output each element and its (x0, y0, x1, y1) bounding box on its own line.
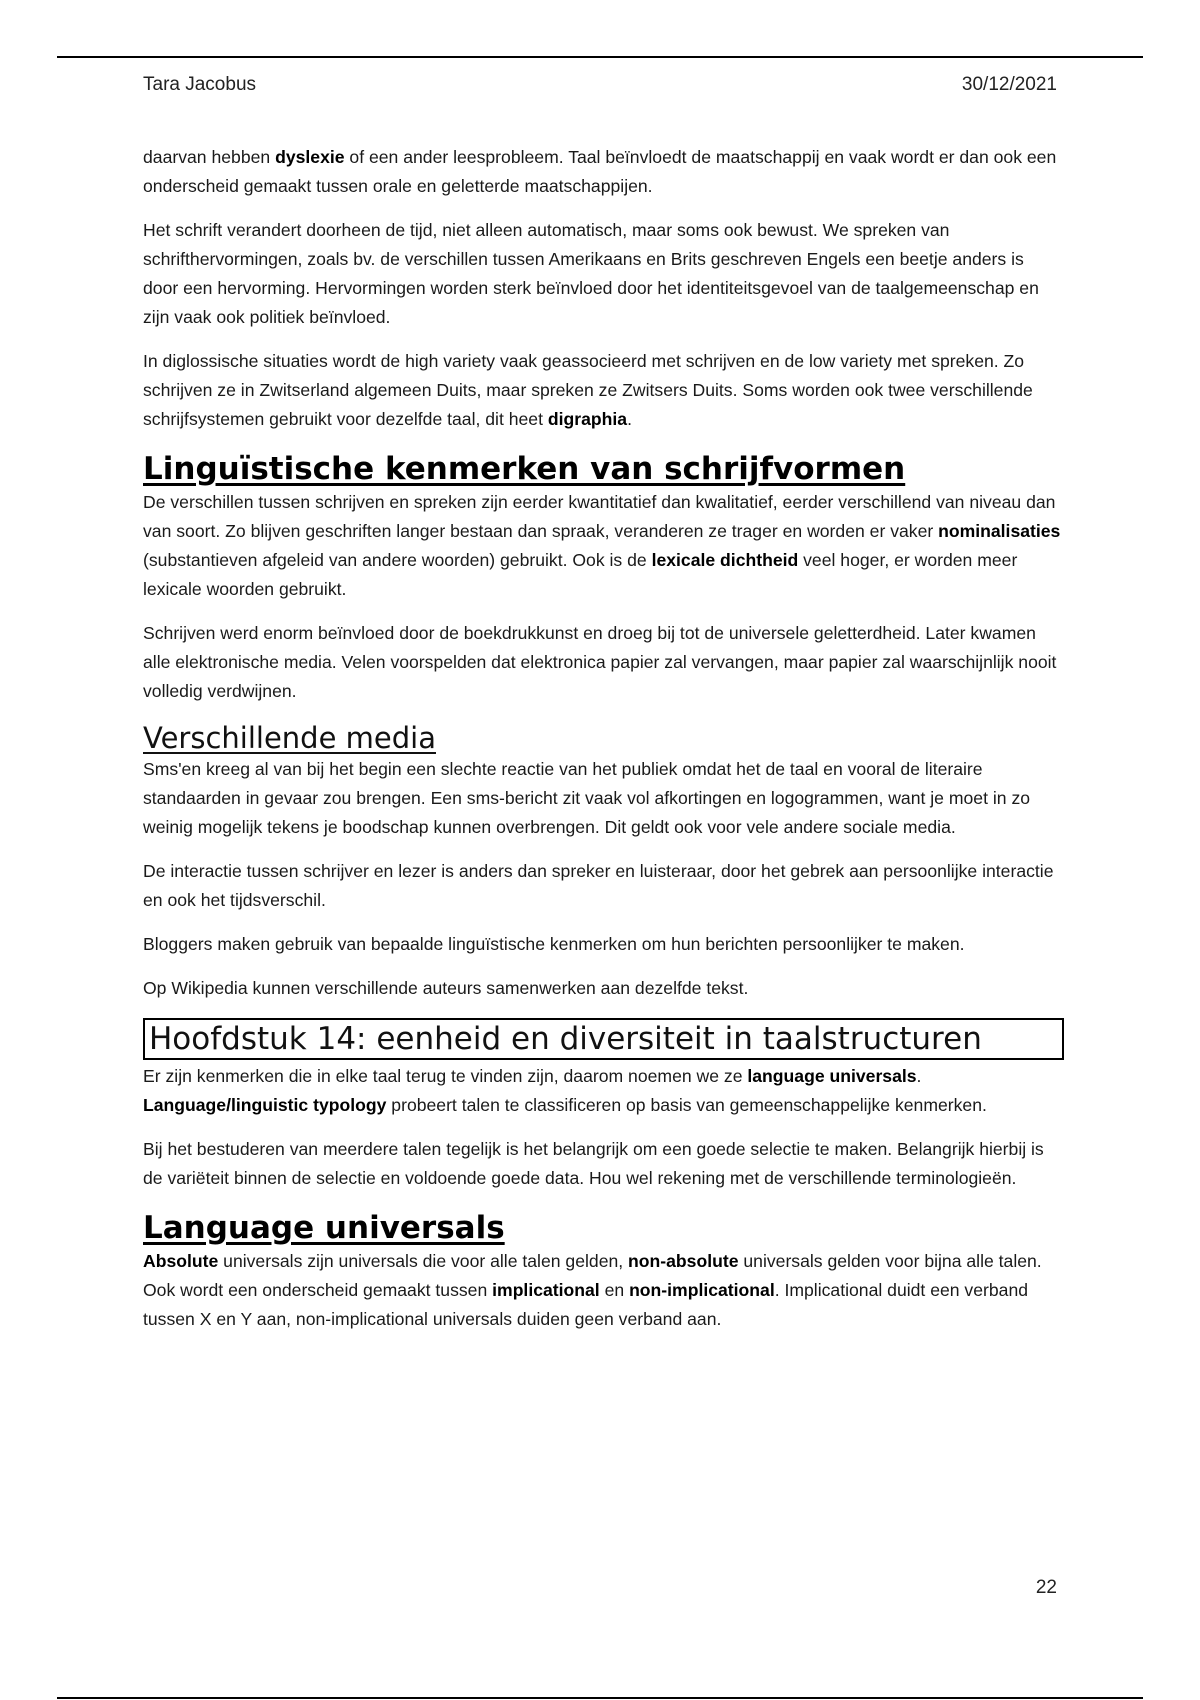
paragraph-selectie: Bij het bestuderen van meerdere talen tegelijk is het belangrijk om een goede selectie te maken. Belangrijk hierbij is de variëteit binnen de selectie en voldoende goede data. Hou wel rekening met de verschillende terminologieën. (143, 1139, 1044, 1188)
paragraph-bloggers: Bloggers maken gebruik van bepaalde linguïstische kenmerken om hun berichten persoonlijker te maken. (143, 934, 965, 954)
footer-rule (57, 1697, 1143, 1699)
term-absolute: Absolute (143, 1251, 219, 1271)
term-non-implicational: non-implicational (629, 1280, 775, 1300)
paragraph-interactie: De interactie tussen schrijver en lezer is anders dan spreker en luisteraar, door het gebrek aan persoonlijke interactie en ook het tijdsverschil. (143, 861, 1054, 910)
term-language-universals: language universals (747, 1066, 917, 1086)
paragraph-boekdrukkunst: Schrijven werd enorm beïnvloed door de boekdrukkunst en droeg bij tot de universele geletterdheid. Later kwamen alle elektronische media. Velen voorspelden dat elektronica papier zal vervangen, maar papier zal waarschijnlijk nooit volledig verdwijnen. (143, 623, 1057, 701)
term-lexicale-dichtheid: lexicale dichtheid (651, 550, 799, 570)
term-non-absolute: non-absolute (628, 1251, 739, 1271)
term-linguistic-typology: Language/linguistic typology (143, 1095, 387, 1115)
paragraph-schrifthervormingen: Het schrift verandert doorheen de tijd, niet alleen automatisch, maar soms ook bewust. We spreken van schrifthervormingen, zoals bv. de verschillen tussen Amerikaans en Brits geschreven Engels een beetje anders is door een hervorming. Hervormingen worden sterk beïnvloed door het identiteitsgevoel van de taalgemeenschap en zijn vaak ook politiek beïnvloed. (143, 220, 1039, 327)
paragraph-absolute-universals: Absolute universals zijn universals die voor alle talen gelden, non-absolute universals gelden voor bijna alle talen. Ook wordt een onderscheid gemaakt tussen implicational en non-implicational. Implicational duidt een verband tussen X en Y aan, non-implicational universals duiden geen verband aan. (143, 1251, 1042, 1329)
header-date: 30/12/2021 (961, 74, 1057, 95)
term-dyslexie: dyslexie (275, 147, 345, 167)
page-number: 22 (1035, 1577, 1057, 1598)
paragraph-dyslexie: daarvan hebben dyslexie of een ander leesprobleem. Taal beïnvloedt de maatschappij en vaak wordt er dan ook een onderscheid gemaakt tussen orale en geletterde maatschappijen. (143, 147, 1057, 196)
term-nominalisaties: nominalisaties (938, 521, 1061, 541)
header-author: Tara Jacobus (143, 74, 257, 95)
paragraph-verschillen-schrijven-spreken: De verschillen tussen schrijven en spreken zijn eerder kwantitatief dan kwalitatief, eerder verschillend van niveau dan van soort. Zo blijven geschriften langer bestaan dan spraak, veranderen ze trager en worden er vaker nominalisaties (substantieven afgeleid van andere woorden) gebruikt. Ook is de lexicale dichtheid veel hoger, er worden meer lexicale woorden gebruikt. (143, 492, 1061, 599)
heading-verschillende-media: Verschillende media (143, 721, 436, 755)
term-digraphia: digraphia (547, 409, 628, 429)
heading-language-universals: Language universals (143, 1210, 505, 1246)
paragraph-sms: Sms'en kreeg al van bij het begin een slechte reactie van het publiek omdat het de taal en vooral de literaire standaarden in gevaar zou brengen. Een sms-bericht zit vaak vol afkortingen en logogrammen, want je moet in zo weinig mogelijk tekens je boodschap kunnen overbrengen. Dit geldt ook voor vele andere sociale media. (143, 759, 1031, 837)
paragraph-language-universals-intro: Er zijn kenmerken die in elke taal terug te vinden zijn, daarom noemen we ze language universals. Language/linguistic typology probeert talen te classificeren op basis van gemeenschappelijke kenmerken. (143, 1066, 987, 1115)
header-rule (57, 56, 1143, 58)
page-body (143, 143, 1063, 1349)
paragraph-wikipedia: Op Wikipedia kunnen verschillende auteurs samenwerken aan dezelfde tekst. (143, 978, 749, 998)
chapter-heading-14: Hoofdstuk 14: eenheid en diversiteit in taalstructuren (143, 1018, 1064, 1060)
paragraph-diglossie: In diglossische situaties wordt de high variety vaak geassocieerd met schrijven en de low variety met spreken. Zo schrijven ze in Zwitserland algemeen Duits, maar spreken ze Zwitsers Duits. Soms worden ook twee verschillende schrijfsystemen gebruikt voor dezelfde taal, dit heet digraphia. (143, 351, 1033, 429)
term-implicational: implicational (492, 1280, 600, 1300)
heading-linguistische-kenmerken: Linguïstische kenmerken van schrijfvormen (143, 451, 906, 487)
